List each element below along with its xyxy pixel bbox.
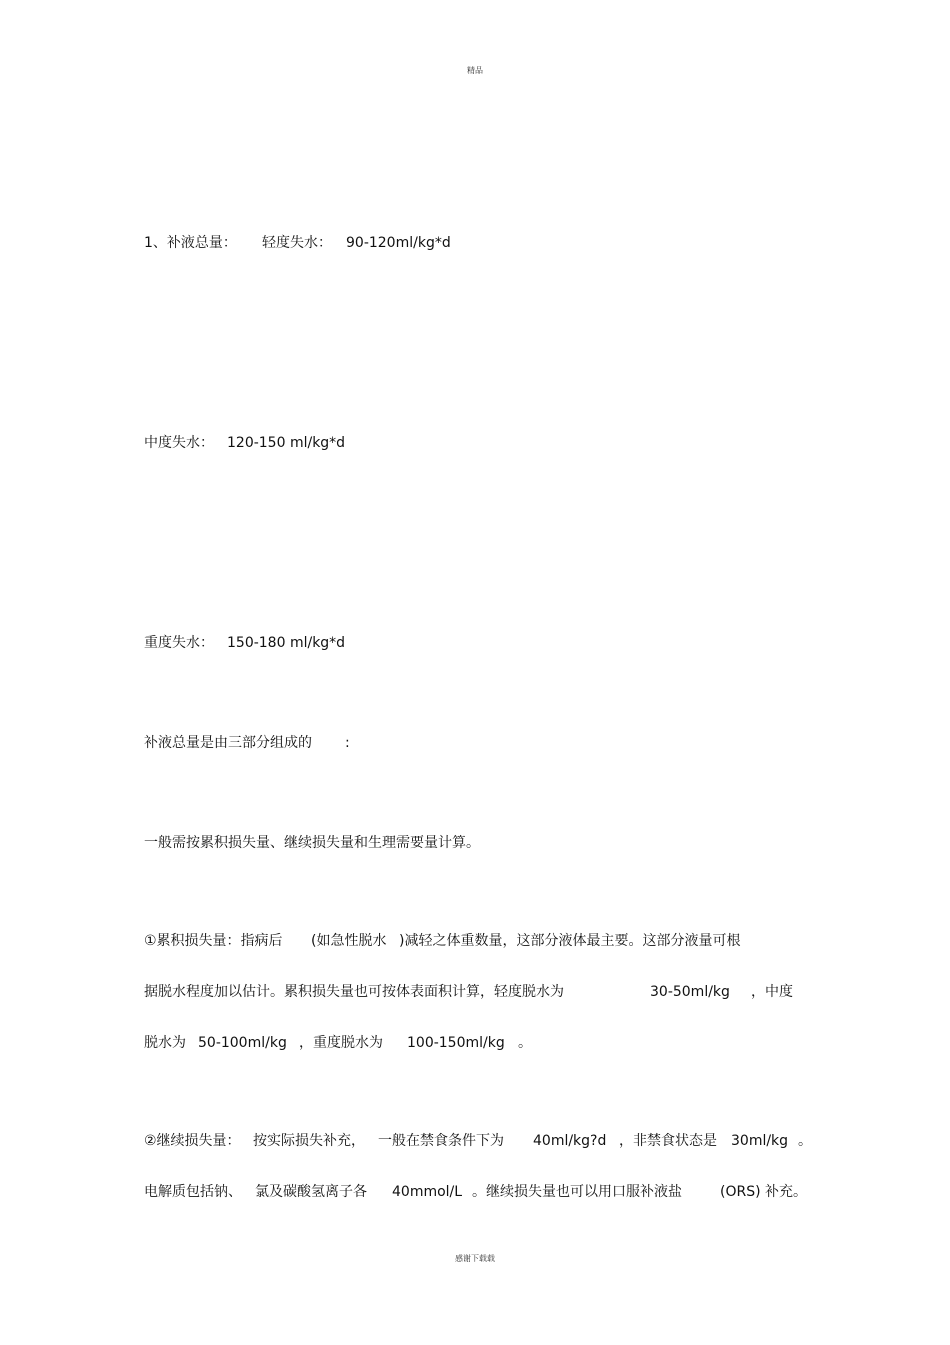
page-header: 精品 (467, 66, 483, 75)
text-segment: (ORS) 补充。 (720, 1184, 808, 1200)
text-segment: 轻度失水： (262, 235, 332, 251)
page-footer: 感谢下载载 (455, 1254, 495, 1263)
text-segment: 1、补液总量： (144, 235, 237, 251)
text-segment: 重度失水： (144, 635, 214, 651)
text-segment: 150-180 ml/kg*d (227, 635, 346, 651)
text-segment: 一般需按累积损失量、继续损失量和生理需要量计算。 (144, 835, 480, 851)
text-segment: 100-150ml/kg (407, 1035, 505, 1051)
text-segment: ①累积损失量：指病后 (144, 933, 283, 949)
text-segment: 90-120ml/kg*d (346, 235, 451, 251)
text-segment: 120-150 ml/kg*d (227, 435, 346, 451)
text-segment: 40ml/kg?d (533, 1133, 607, 1149)
text-segment: ，非禁食状态是 (619, 1133, 717, 1149)
text-segment: 据脱水程度加以估计。累积损失量也可按体表面积计算，轻度脱水为 (144, 984, 564, 1000)
text-segment: 电解质包括钠、 (144, 1184, 242, 1200)
text-segment: 30-50ml/kg (650, 984, 730, 1000)
text-segment: 30ml/kg (731, 1133, 789, 1149)
text-segment: 一般在禁食条件下为 (378, 1133, 504, 1149)
text-segment: 氯及碳酸氢离子各 (255, 1184, 367, 1200)
text-segment: 40mmol/L (392, 1184, 463, 1200)
text-segment: 。 (798, 1133, 812, 1149)
text-segment: 50-100ml/kg (198, 1035, 287, 1051)
text-segment: 中度失水： (144, 435, 214, 451)
text-segment: 。继续损失量也可以用口服补液盐 (472, 1184, 682, 1200)
text-segment: 。 (518, 1035, 532, 1051)
text-segment: : (345, 735, 350, 751)
text-segment: 按实际损失补充， (253, 1133, 365, 1149)
text-segment: (如急性脱水 (311, 933, 387, 949)
text-segment: 脱水为 (144, 1035, 186, 1051)
text-segment: 补液总量是由三部分组成的 (144, 735, 312, 751)
text-segment: ，重度脱水为 (299, 1035, 383, 1051)
text-segment: )减轻之体重数量，这部分液体最主要。这部分液量可根 (399, 933, 741, 949)
text-segment: ，中度 (751, 984, 793, 1000)
text-segment: ②继续损失量： (144, 1133, 241, 1149)
